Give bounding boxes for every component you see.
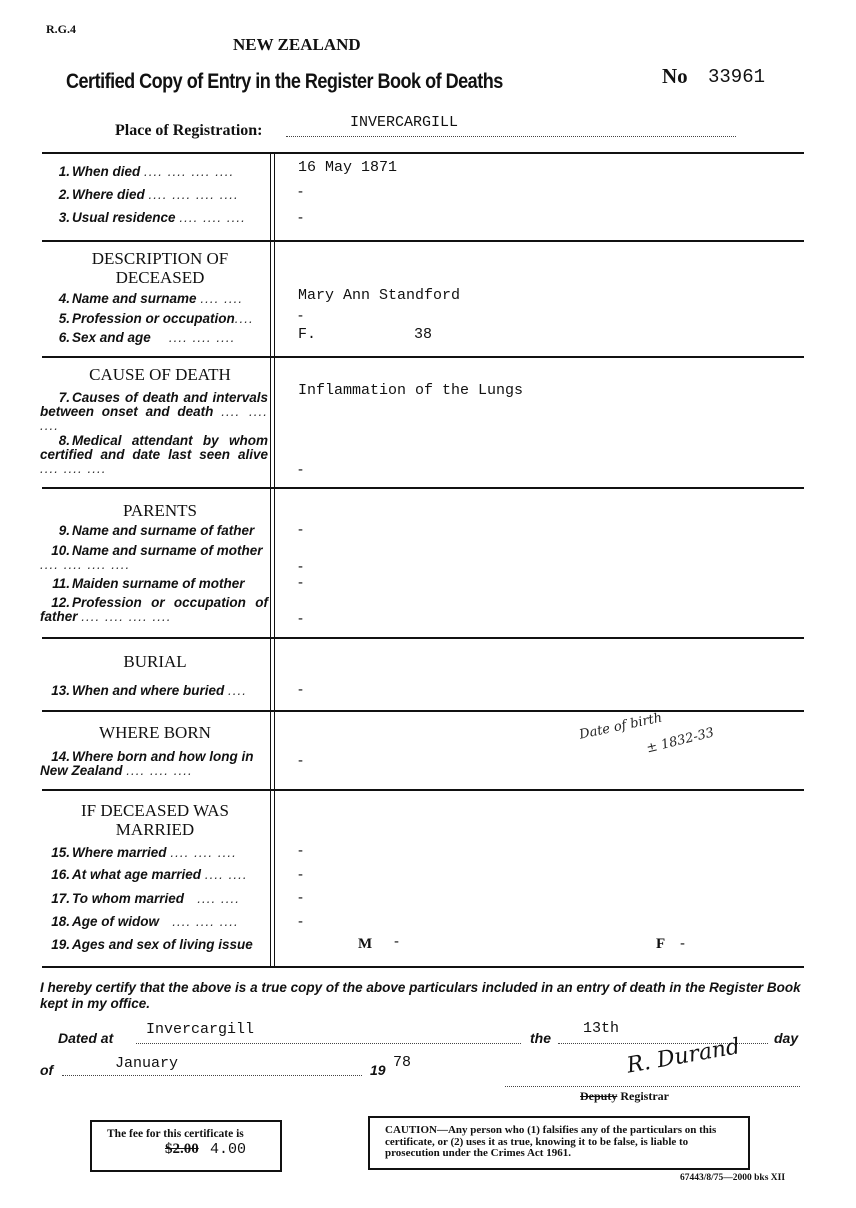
section-heading-burial: BURIAL: [123, 652, 187, 671]
document-title: Certified Copy of Entry in the Register Book of Deaths: [66, 70, 503, 93]
country-heading: NEW ZEALAND: [233, 35, 361, 54]
field-living-issue: 19. Ages and sex of living issue: [51, 937, 253, 952]
field-father-occupation: 12. Profession or occupation of father .... .... .... ....: [40, 595, 268, 624]
registrar-signature: R. Durand: [625, 1034, 742, 1079]
value-age-of-widow: -: [298, 913, 303, 930]
value-usual-residence: -: [298, 209, 303, 226]
section-heading-description: DESCRIPTION OF DECEASED: [91, 249, 229, 287]
value-when-where-buried: -: [298, 681, 303, 698]
field-medical-attendant: 8. Medical attendant by whom certified and date last seen alive .... .... ....: [40, 433, 268, 476]
place-of-registration-label: Place of Registration:: [115, 122, 263, 139]
place-of-registration-value: INVERCARGILL: [350, 114, 459, 131]
month-value: January: [115, 1055, 179, 1072]
value-causes-of-death: Inflammation of the Lungs: [298, 382, 524, 399]
value-to-whom-married: -: [298, 889, 303, 906]
section-heading-where-born: WHERE BORN: [99, 723, 211, 742]
dated-at-label: Dated at: [58, 1030, 114, 1046]
value-where-died: -: [298, 183, 303, 200]
rule-1: [42, 240, 804, 242]
value-sex: F.: [298, 326, 317, 343]
value-mother-name: -: [298, 558, 303, 575]
registrar-struck-word: Deputy: [580, 1089, 618, 1103]
place-of-registration-line: [286, 136, 736, 137]
living-issue-male-label: M: [358, 936, 373, 952]
field-age-married: 16. At what age married .... ....: [51, 867, 248, 882]
column-divider: [270, 153, 275, 966]
section-heading-cause-of-death: CAUSE OF DEATH: [89, 365, 231, 384]
fee-label: The fee for this certificate is: [107, 1128, 244, 1140]
field-mother-name: 10. Name and surname of mother .... .... .... ....: [40, 543, 263, 572]
year-prefix: 19: [370, 1062, 386, 1078]
year-suffix: 78: [393, 1054, 412, 1071]
field-father-name: 9. Name and surname of father: [58, 523, 255, 538]
rule-bottom: [42, 966, 804, 968]
field-sex-and-age: 6. Sex and age .... .... ....: [58, 330, 236, 345]
rule-2: [42, 356, 804, 358]
living-issue-female-label: F: [656, 936, 666, 952]
value-where-born: -: [298, 752, 303, 769]
registrar-signature-line: [505, 1086, 800, 1087]
field-profession: 5. Profession or occupation....: [58, 311, 254, 326]
section-heading-parents: PARENTS: [122, 501, 197, 520]
value-medical-attendant: -: [298, 461, 303, 478]
of-label: of: [40, 1062, 54, 1078]
print-code: 67443/8/75—2000 bks XII: [680, 1173, 786, 1183]
handwritten-note-line1: Date of birth: [578, 710, 664, 743]
caution-text: CAUTION—Any person who (1) falsifies any of the particulars on this certificate, or (2) uses it as true, knowing it to be false, is liable to prosecution under the Crimes Act 1961.: [385, 1124, 717, 1159]
certificate-number: 33961: [708, 66, 766, 88]
value-age: 38: [414, 326, 433, 343]
day-label: day: [774, 1030, 799, 1046]
field-causes-of-death: 7. Causes of death and intervals between onset and death .... .... ....: [40, 390, 268, 433]
rule-top: [42, 152, 804, 154]
rule-4: [42, 637, 804, 639]
value-age-married: -: [298, 866, 303, 883]
the-label: the: [530, 1030, 551, 1046]
living-issue-male-value: -: [394, 933, 399, 950]
field-age-of-widow: 18. Age of widow .... .... ....: [51, 914, 239, 929]
field-when-where-buried: 13. When and where buried ....: [51, 683, 248, 698]
value-profession: -: [298, 307, 303, 324]
field-when-died: 1. When died .... .... .... ....: [58, 164, 235, 179]
dated-at-line: [136, 1043, 521, 1044]
value-father-occupation: -: [298, 610, 303, 627]
value-maiden-surname: -: [298, 574, 303, 591]
form-code: R.G.4: [46, 22, 76, 36]
fee-new-amount: 4.00: [210, 1141, 247, 1158]
fee-old-amount: $2.00: [165, 1141, 199, 1157]
day-value: 13th: [583, 1020, 620, 1037]
certification-statement: I hereby certify that the above is a true copy of the above particulars included in an entry of death in the Register Book kept in my office.: [40, 980, 801, 1011]
field-name-and-surname: 4. Name and surname .... ....: [58, 291, 244, 306]
rule-3: [42, 487, 804, 489]
rule-5: [42, 710, 804, 712]
field-where-died: 2. Where died .... .... .... ....: [58, 187, 239, 202]
field-maiden-surname: 11. Maiden surname of mother: [52, 576, 245, 591]
field-to-whom-married: 17. To whom married .... ....: [51, 891, 241, 906]
rule-6: [42, 789, 804, 791]
value-name-and-surname: Mary Ann Standford: [298, 287, 461, 304]
field-usual-residence: 3. Usual residence .... .... ....: [58, 210, 246, 225]
field-where-married: 15. Where married .... .... ....: [51, 845, 237, 860]
handwritten-note-line2: ± 1832-33: [645, 725, 716, 757]
month-line: [62, 1075, 362, 1076]
dated-at-place: Invercargill: [146, 1021, 255, 1038]
living-issue-female-value: -: [680, 935, 685, 952]
value-when-died: 16 May 1871: [298, 159, 398, 176]
field-where-born: 14. Where born and how long in New Zealand .... .... ....: [40, 749, 254, 778]
certificate-number-label: No: [662, 64, 688, 88]
registrar-word: Registrar: [620, 1089, 669, 1103]
section-heading-if-married: IF DECEASED WAS MARRIED: [81, 801, 229, 839]
value-where-married: -: [298, 842, 303, 859]
value-father-name: -: [298, 521, 303, 538]
registrar-title: [580, 1089, 669, 1104]
